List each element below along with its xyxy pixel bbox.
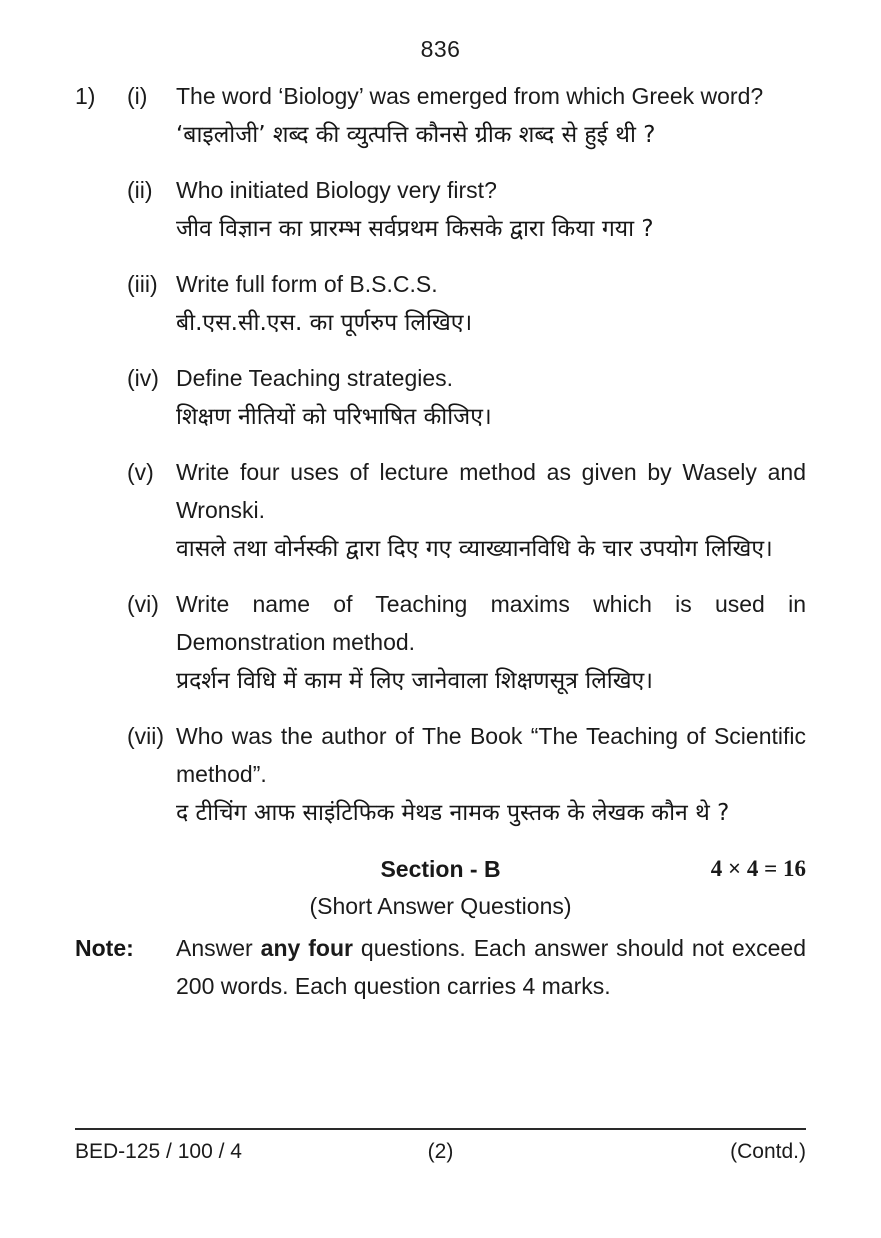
section-title: Section - B [380,856,501,882]
section-title-row [75,853,806,885]
question-text-english: Who was the author of The Book “The Teaching of Scientific method”. [176,723,806,787]
note [75,929,806,1005]
question-text-hindi: प्रदर्शन विधि में काम में लिए जानेवाला शिक्षणसूत्र लिखिए। [176,668,653,694]
question-text-english: Who initiated Biology very first? [176,177,497,203]
question-roman-numeral: (iii) [127,271,158,297]
question-roman-numeral: (v) [127,459,154,485]
footer-page-indicator: (2) [427,1140,454,1163]
question-text [176,717,806,833]
footer-row [75,1140,806,1164]
question-roman-numeral: (vii) [127,723,165,749]
question-item [75,359,806,437]
question-text-english: Write name of Teaching maxims which is used in Demonstration method. [176,591,806,655]
question-group-number: 1) [75,83,96,109]
footer-paper-code: BED-125 / 100 / 4 [75,1140,242,1163]
question-text-english: The word ‘Biology’ was emerged from which Greek word? [176,83,764,109]
page-footer [75,1128,806,1164]
question-item [75,585,806,701]
section-header [75,853,806,923]
question-item [75,171,806,249]
question-roman-numeral: (i) [127,83,148,109]
question-text [176,77,806,155]
footer-continued-label: (Contd.) [730,1140,806,1163]
question-item [75,453,806,569]
question-text [176,171,806,249]
note-text-bold: any four [260,935,353,961]
question-text-english: Write full form of B.S.C.S. [176,271,438,297]
note-text-pre: Answer [176,935,261,961]
note-text-post: questions. Each answer should not exceed 200 words. Each question carries 4 marks. [176,935,806,999]
page-content [75,0,806,1005]
question-text [176,359,806,437]
section-marks: 4 × 4 = 16 [710,856,806,881]
question-text-hindi: शिक्षण नीतियों को परिभाषित कीजिए। [176,404,492,430]
question-roman-numeral: (iv) [127,365,159,391]
question-roman-numeral: (ii) [127,177,153,203]
question-text-hindi: वासले तथा वोर्नस्की द्वारा दिए गए व्याख्यानविधि के चार उपयोग लिखिए। [176,536,773,562]
question-text [176,453,806,569]
page-number: 836 [420,36,461,62]
question-text [176,265,806,343]
question-text-hindi: द टीचिंग आफ साइंटिफिक मेथड नामक पुस्तक के लेखक कौन थे ? [176,800,730,826]
question-text-hindi: बी.एस.सी.एस. का पूर्णरुप लिखिए। [176,310,473,336]
question-item [75,265,806,343]
question-text-hindi: जीव विज्ञान का प्रारम्भ सर्वप्रथम किसके द्वारा किया गया ? [176,216,654,242]
question-text [176,585,806,701]
question-list [75,77,806,833]
note-text [176,929,806,1005]
section-subtitle: (Short Answer Questions) [309,893,572,919]
question-text-english: Define Teaching strategies. [176,365,454,391]
question-text-english: Write four uses of lecture method as given by Wasely and Wronski. [176,459,806,523]
note-label: Note: [75,935,134,961]
question-text-hindi: ‘बाइलोजी’ शब्द की व्युत्पत्ति कौनसे ग्रीक शब्द से हुई थी ? [176,122,656,148]
question-item [75,77,806,155]
question-item [75,717,806,833]
footer-divider [75,1128,806,1130]
question-roman-numeral: (vi) [127,591,159,617]
